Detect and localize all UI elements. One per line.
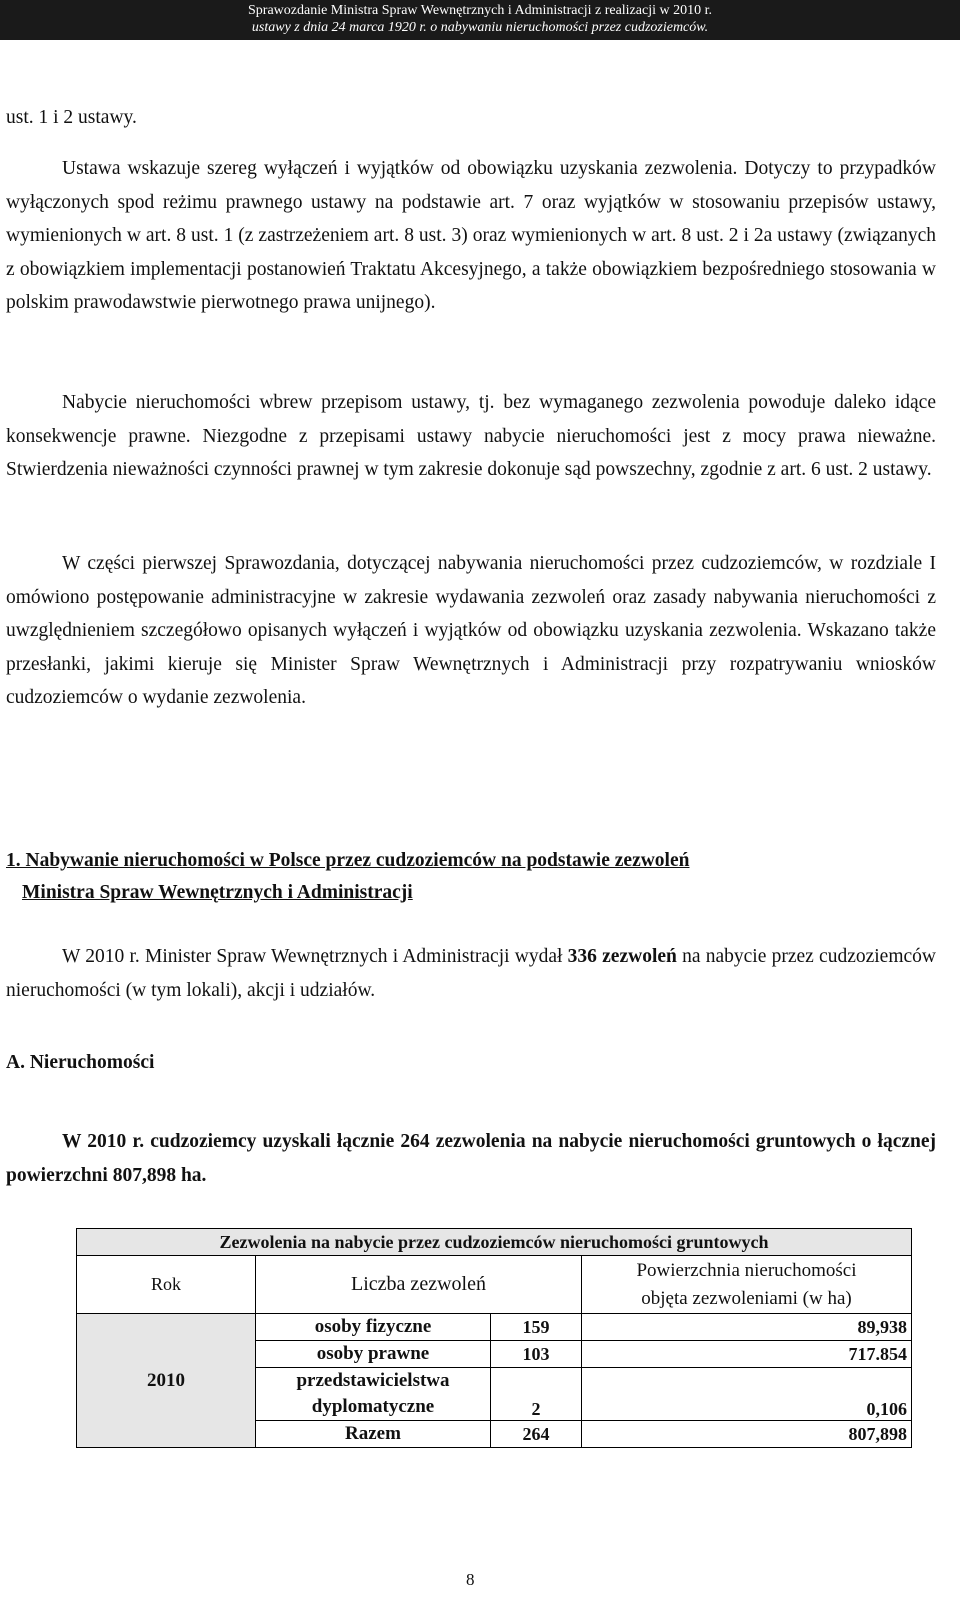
header-area-line-1: Powierzchnia nieruchomości bbox=[636, 1259, 857, 1281]
total-label: Razem bbox=[256, 1421, 491, 1448]
paragraph-invalidity-text: Nabycie nieruchomości wbrew przepisom ustawy, tj. bez wymaganego zezwolenia powoduje daleko idące konsekwencje prawne. Niezgodne z przepisami ustawy nabycie nieruchomości jest z mocy prawa nieważne. Stwierdzenia nieważności czynności prawnej w tym zakresie dokonuje sąd powszechny, zgodnie z art. 6 ust. 2 ustawy. bbox=[6, 392, 936, 480]
section-1-heading bbox=[6, 845, 936, 909]
header-line-1: Sprawozdanie Ministra Spraw Wewnętrznych i Administracji z realizacji w 2010 r. bbox=[248, 3, 712, 18]
table-row bbox=[77, 1314, 912, 1341]
row-count: 103 bbox=[491, 1341, 582, 1368]
paragraph-permits-issued bbox=[6, 940, 936, 1007]
row-area: 89,938 bbox=[582, 1314, 912, 1341]
header-year: Rok bbox=[77, 1256, 256, 1314]
paragraph-exclusions-text: Ustawa wskazuje szereg wyłączeń i wyjątków od obowiązku uzyskania zezwolenia. Dotyczy to przypadków wyłączonych spod reżimu prawnego ustawy na podstawie art. 7 oraz wyjątków w stosowaniu przepisów ustawy, wymienionych w art. 8 ust. 1 (z zastrzeżeniem art. 8 ust. 3) oraz wymienionych w art. 8 ust. 2 i 2a ustawy (związanych z obowiązkiem implementacji postanowień Traktatu Akcesyjnego, a także obowiązkiem bezpośredniego stosowania w polskim prawodawstwie pierwotnego prawa unijnego). bbox=[6, 158, 936, 313]
row-label: osoby fizyczne bbox=[256, 1314, 491, 1341]
paragraph-land-summary bbox=[6, 1125, 936, 1192]
header-area bbox=[582, 1256, 912, 1314]
page-number: 8 bbox=[466, 1570, 475, 1589]
row-label-line-2: dyplomatyczne bbox=[311, 1396, 435, 1417]
permits-table bbox=[76, 1228, 912, 1448]
land-summary-text: W 2010 r. cudzoziemcy uzyskali łącznie 264 zezwolenia na nabycie nieruchomości gruntowych o łącznej powierzchni 807,898 ha. bbox=[6, 1131, 936, 1186]
document-header bbox=[0, 0, 960, 40]
paragraph-report-part-one bbox=[6, 547, 936, 715]
permits-text-a: W 2010 r. Minister Spraw Wewnętrznych i Administracji wydał bbox=[62, 946, 568, 967]
permits-count-bold: 336 zezwoleń bbox=[567, 946, 677, 967]
permits-text-b: na nabycie przez cudzoziemców nieruchomości (w tym lokali), akcji i udziałów. bbox=[6, 946, 936, 1001]
year-cell: 2010 bbox=[77, 1314, 256, 1448]
row-count: 159 bbox=[491, 1314, 582, 1341]
paragraph-continuation: ust. 1 i 2 ustawy. bbox=[6, 107, 137, 128]
row-area: 0,106 bbox=[582, 1368, 912, 1421]
row-label-line-1: przedstawicielstwa bbox=[296, 1370, 450, 1391]
row-area: 717.854 bbox=[582, 1341, 912, 1368]
row-label bbox=[256, 1368, 491, 1421]
section-1-heading-line-2: Ministra Spraw Wewnętrznych i Administracji bbox=[22, 882, 413, 903]
section-a-heading: A. Nieruchomości bbox=[6, 1052, 155, 1073]
header-line-2: ustawy z dnia 24 marca 1920 r. o nabywaniu nieruchomości przez cudzoziemców. bbox=[251, 20, 709, 35]
paragraph-report-part-one-text: W części pierwszej Sprawozdania, dotyczącej nabywania nieruchomości przez cudzoziemców, w rozdziale I omówiono postępowanie administracyjne w zakresie wydawania zezwoleń oraz zasady nabywania nieruchomości z uwzględnieniem szczegółowo opisanych wyłączeń i wyjątków od obowiązku uzyskania zezwolenia. Wskazano także przesłanki, jakimi kieruje się Minister Spraw Wewnętrznych i Administracji przy rozpatrywaniu wniosków cudzoziemców o wydanie zezwolenia. bbox=[6, 553, 936, 708]
row-label: osoby prawne bbox=[256, 1341, 491, 1368]
paragraph-exclusions bbox=[6, 152, 936, 320]
section-1-heading-line-1: 1. Nabywanie nieruchomości w Polsce przez cudzoziemców na podstawie zezwoleń bbox=[6, 850, 690, 871]
total-count: 264 bbox=[491, 1421, 582, 1448]
table-caption: Zezwolenia na nabycie przez cudzoziemców nieruchomości gruntowych bbox=[77, 1229, 912, 1256]
header-area-line-2: objęta zezwoleniami (w ha) bbox=[641, 1287, 852, 1309]
paragraph-invalidity bbox=[6, 386, 936, 487]
total-area: 807,898 bbox=[582, 1421, 912, 1448]
row-count: 2 bbox=[491, 1368, 582, 1421]
header-count: Liczba zezwoleń bbox=[256, 1256, 582, 1314]
